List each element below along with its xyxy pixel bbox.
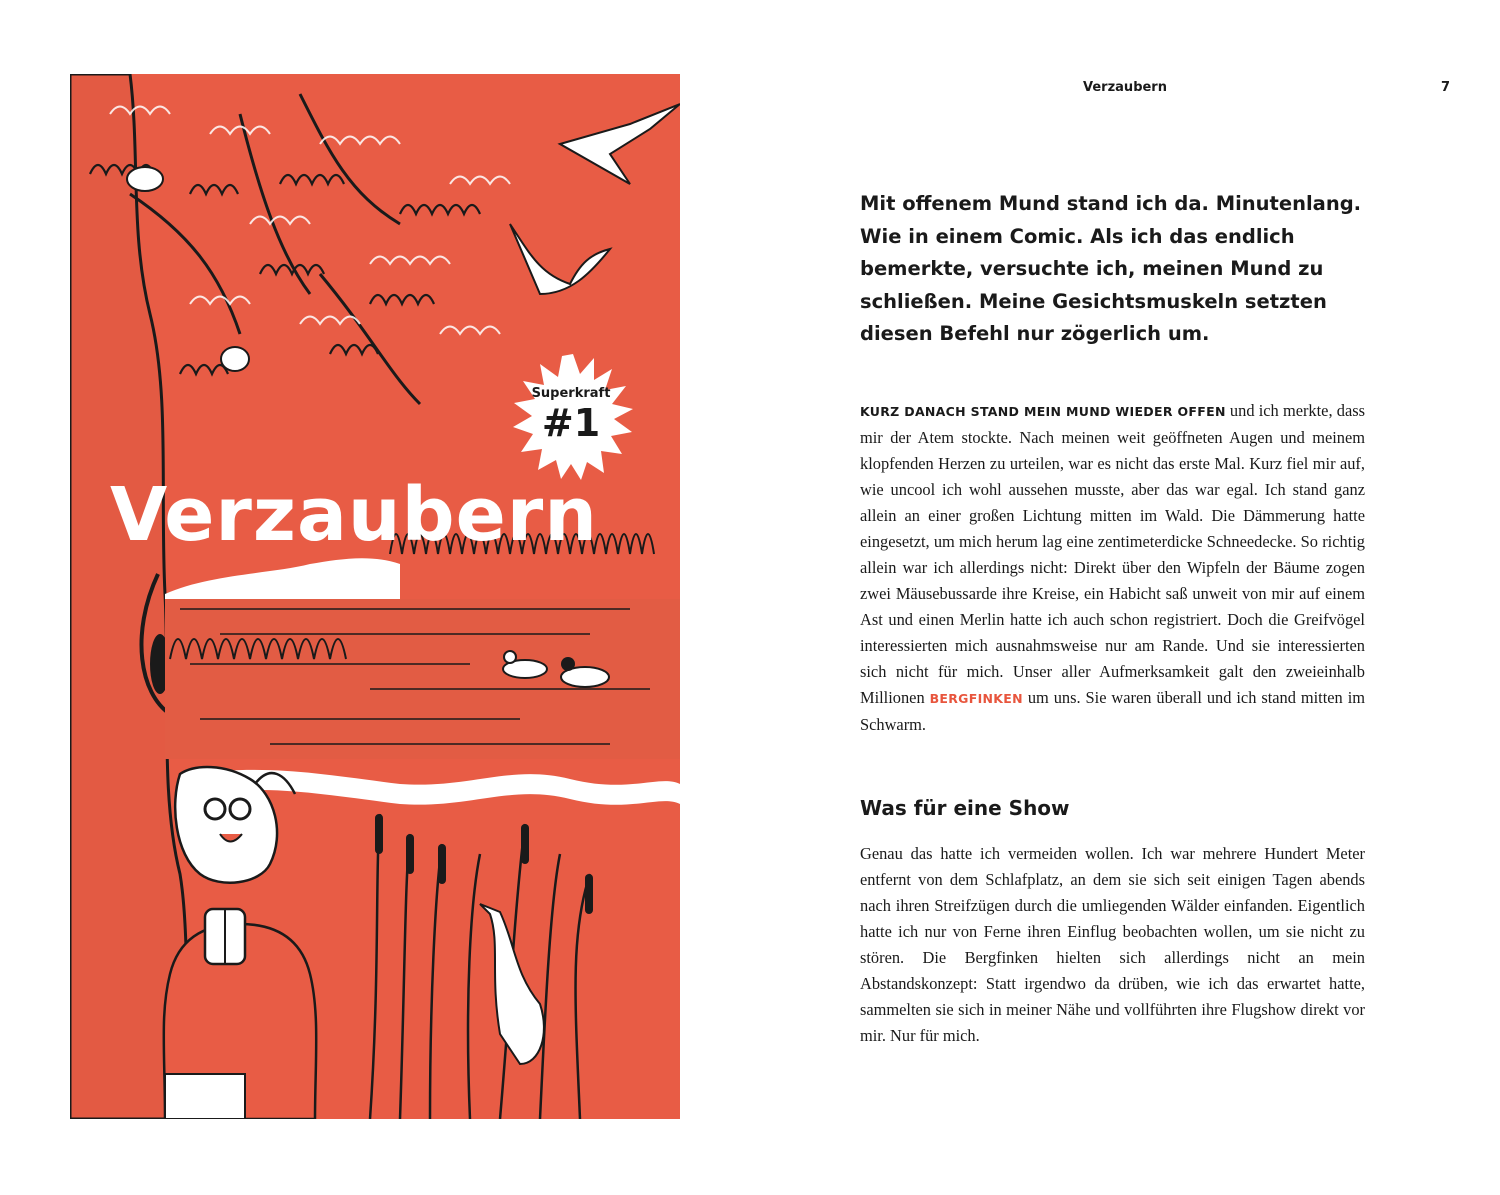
page-number: 7 bbox=[1440, 80, 1450, 95]
running-head: Verzaubern bbox=[1083, 80, 1167, 95]
illustration-title: Verzaubern bbox=[110, 472, 598, 558]
body-paragraph-1 bbox=[860, 398, 1365, 738]
flying-bird bbox=[510, 224, 610, 294]
lead-in-text: KURZ DANACH STAND MEIN MUND WIEDER OFFEN bbox=[860, 404, 1226, 419]
nature-scene-drawing bbox=[70, 74, 680, 1119]
cover-illustration bbox=[70, 74, 680, 1119]
superkraft-badge bbox=[508, 352, 638, 482]
paragraph-text: um uns. Sie waren überall und ich stand mitten im Schwarm. bbox=[860, 688, 1365, 734]
flying-bird bbox=[560, 104, 680, 184]
glossary-term: BERGFINKEN bbox=[929, 691, 1023, 706]
badge-label: Superkraft bbox=[531, 386, 611, 401]
body-paragraph-2: Genau das hatte ich vermeiden wollen. Ich war mehrere Hundert Meter entfernt von dem Schlafplatz, an dem sie sich seit einigen Tagen abends nach ihren Streifzügen durch die umliegenden Wälder einfanden. Eigentlich hatte ich nur von Ferne ihren Einflug beobachten wollen, um sie nicht zu stören. Die Bergfinken hielten sich allerdings nicht an mein Abstandskonzept: Statt irgendwo da drüben, wie ich das erwartet hatte, sammelten sie sich in meiner Nähe und vollführten ihre Flugshow direkt vor mir. Nur für mich. bbox=[860, 844, 1365, 1045]
small-bird bbox=[221, 347, 249, 371]
badge-number: #1 bbox=[541, 401, 601, 445]
paragraph-text: und ich merkte, dass mir der Atem stockte. Nach meinen weit geöffneten Augen und meinem klopfenden Herzen zu urteilen, war es nicht das erste Mal. Kurz fiel mir auf, wie uncool ich wohl aussehen musste, aber das war egal. Ich stand ganz allein an einer großen Lichtung mitten im Wald. Die Dämmerung hatte eingesetzt, um mich herum lag eine zentimeterdicke Schneedecke. So richtig allein war ich allerdings nicht: Direkt über den Wipfeln der Bäume zogen zwei Mäusebussarde ihre Kreise, ein Habicht saß unweit von mir auf einem Ast und einen Merlin hatte ich auch schon registriert. Doch die Greifvögel interessierten mich ausnahmsweise nur am Rande. Und sie interessierten sich nicht für mich. Unser aller Aufmerksamkeit galt den zweieinhalb Millionen bbox=[860, 401, 1365, 707]
section-heading: Was für eine Show bbox=[860, 796, 1070, 820]
bird-in-nest bbox=[127, 167, 163, 191]
lead-paragraph: Mit offenem Mund stand ich da. Minutenlang. Wie in einem Comic. Als ich das endlich bemerkte, versuchte ich, meinen Mund zu schließen. Meine Gesichtsmuskeln setzten diesen Befehl nur zögerlich um. bbox=[860, 192, 1362, 345]
